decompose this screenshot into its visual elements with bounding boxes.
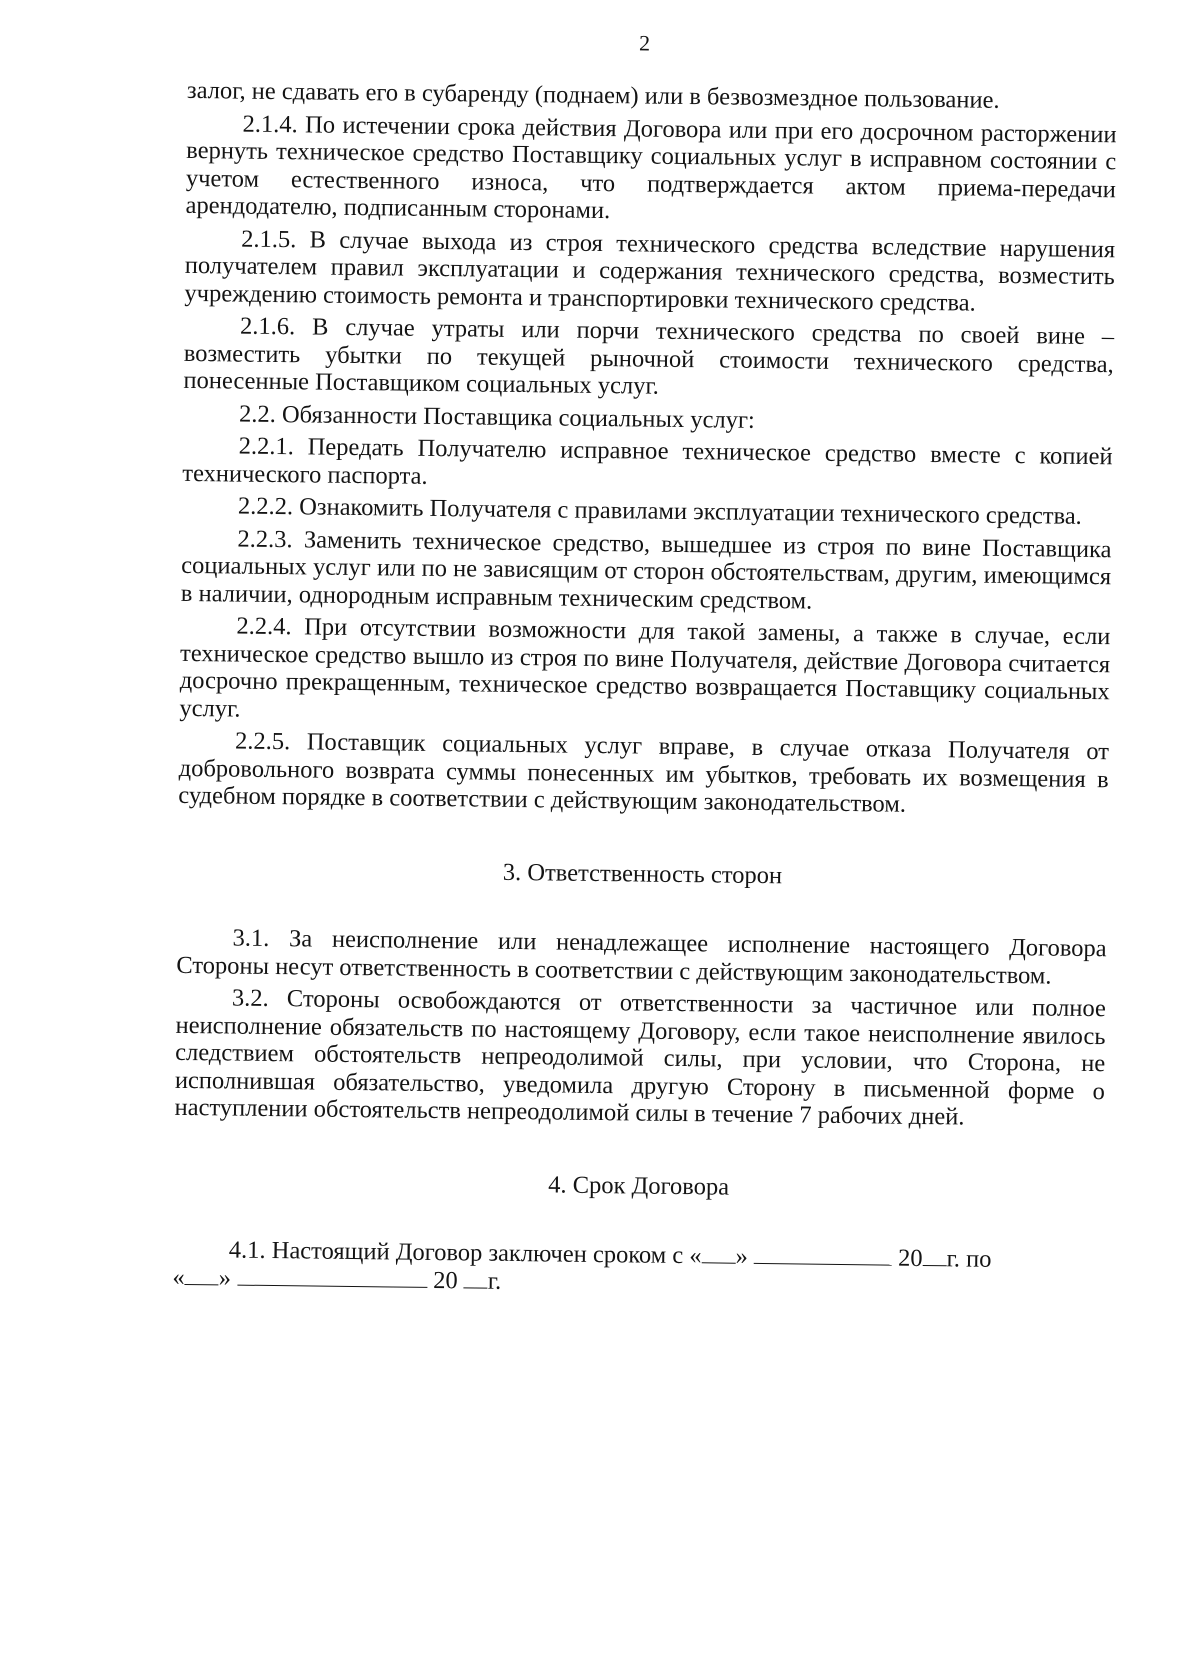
page-number: 2 — [638, 30, 651, 56]
paragraph-3-1: 3.1. За неисполнение или ненадлежащее исполнение настоящего Договора Стороны несут ответственность в соответствии с действующим законодательством. — [176, 924, 1107, 990]
section-4-title: 4. Срок Договора — [548, 1170, 730, 1201]
end-month-blank[interactable] — [237, 1264, 427, 1287]
term-year-prefix-2: 20 — [426, 1266, 465, 1294]
term-quote-close-1: » — [735, 1242, 755, 1270]
paragraph-2-2: 2.2. Обязанности Поставщика социальных услуг: — [238, 400, 755, 434]
paragraph-2-1-6: 2.1.6. В случае утраты или порчи технического средства по своей вине – возместить убытки по текущей рыночной стоимости технического средства, понесенные Поставщиком социальных услуг. — [183, 312, 1115, 400]
term-to-text: г. по — [946, 1245, 992, 1273]
paragraph-2-2-1: 2.2.1. Передать Получателю исправное техническое средство вместе с копией технического паспорта. — [182, 432, 1113, 490]
term-quote-close-2: » — [218, 1263, 238, 1292]
paragraph-2-2-4: 2.2.4. При отсутствии возможности для такой замены, а также в случае, если техническое средство вышло из строя по вине Получателя, действие Договора считается досрочно прекращенным, техническое средство возвращается Поставщику социальных услуг. — [179, 612, 1111, 723]
start-day-blank[interactable] — [702, 1242, 736, 1263]
paragraph-2-2-3: 2.2.3. Заменить техническое средство, вышедшее из строя по вине Поставщика социальных услуг или по не зависящим от сторон обстоятельствам, другим, имеющимся в наличии, однородным исправным техническим средством. — [180, 525, 1112, 615]
start-year-blank[interactable] — [923, 1245, 947, 1266]
paragraph-2-1-5: 2.1.5. В случае выхода из строя технического средства вследствие нарушения получателем правил эксплуатации и содержания технического средства, возместить учреждению стоимость ремонта и транспортировки технического средства. — [184, 225, 1116, 317]
term-end-text: г. — [487, 1267, 502, 1295]
term-quote-open-2: « — [172, 1263, 185, 1291]
paragraph-4-1 — [172, 1236, 1103, 1302]
end-day-blank[interactable] — [185, 1263, 219, 1284]
paragraph-2-1-3-end: залог, не сдавать его в субаренду (поднаем) или в безвозмездное пользование. — [186, 76, 1000, 114]
start-month-blank[interactable] — [754, 1243, 892, 1266]
paragraph-2-2-2: 2.2.2. Ознакомить Получателя с правилами эксплуатации технического средства. — [237, 492, 1082, 530]
end-year-blank[interactable] — [464, 1267, 488, 1288]
term-year-prefix-1: 20 — [891, 1244, 923, 1272]
paragraph-2-2-5: 2.2.5. Поставщик социальных услуг вправе, в случае отказа Получателя от добровольного возврата суммы понесенных им убытков, требовать их возмещения в судебном порядке в соответствии с действующим законодательством. — [178, 727, 1110, 818]
paragraph-3-2: 3.2. Стороны освобождаются от ответственности за частичное или полное неисполнение обязательств по настоящему Договору, если такое неисполнение явилось следствием обстоятельств непреодолимой силы, при условии, что Сторона, не исполнившая обязательство, уведомила другую Сторону в письменной форме о наступлении обстоятельств непреодолимой силы в течение 7 рабочих дней. — [174, 984, 1107, 1131]
term-lead: 4.1. Настоящий Договор заключен сроком с « — [228, 1236, 702, 1270]
paragraph-2-1-4: 2.1.4. По истечении срока действия Договора или при его досрочном расторжении вернуть техническое средство Поставщику социальных услуг в исправном состоянии с учетом естественного износа, что подтверждается актом приема-передачи арендодателю, подписанным сторонами. — [185, 110, 1117, 225]
document-body — [172, 77, 1117, 1302]
section-3-title: 3. Ответственность сторон — [502, 858, 783, 889]
